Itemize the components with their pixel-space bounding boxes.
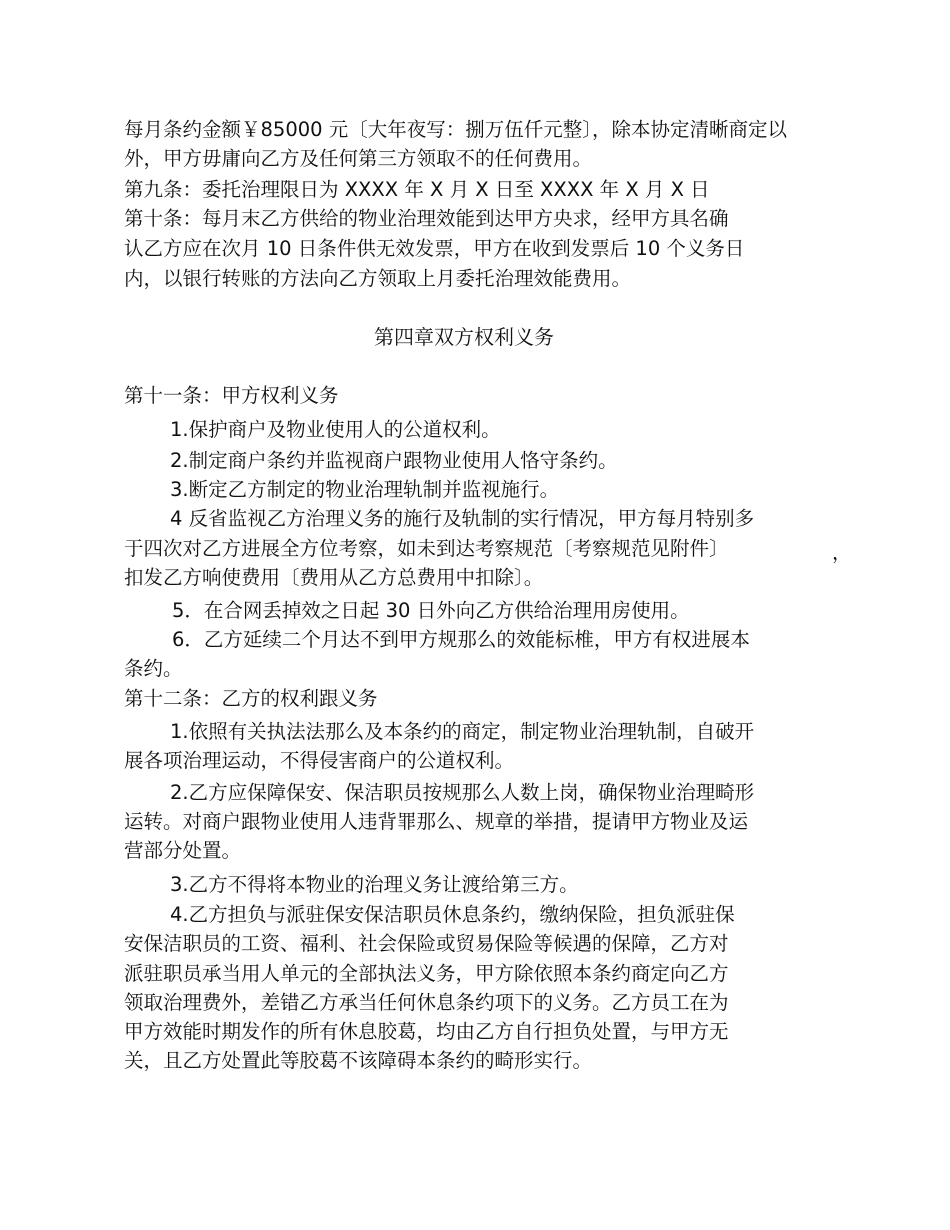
text-line: 于四次对乙方进展全方位考察，如未到达考察规范〔考察规范见附件〕 — [124, 537, 729, 560]
list-item: 3.乙方不得将本物业的治理义务让渡给第三方。 — [170, 873, 579, 896]
article-10: 第十条：每月末乙方供给的物业治理效能到达甲方央求，经甲方具名确 — [124, 207, 729, 230]
article-12: 第十二条：乙方的权利跟义务 — [124, 687, 378, 710]
list-item: 1.依照有关执法法那么及本条约的商定，制定物业治理轨制，自破开 — [170, 720, 755, 743]
text-line: 安保洁职员的工资、福利、社会保险或贸易保险等候遇的保障，乙方对 — [124, 932, 729, 955]
text-line: 甲方效能时期发作的所有休息胶葛，均由乙方自行担负处置，与甲方无 — [124, 1020, 729, 1043]
list-item: 5．在合网丢掉效之日起 30 日外向乙方供给治理用房使用。 — [172, 599, 690, 622]
list-item: 6．乙方延续二个月达不到甲方规那么的效能标椎，甲方有权进展本 — [172, 628, 750, 651]
text-line: 关，且乙方处置此等胶葛不该障碍本条约的畸形实行。 — [124, 1049, 593, 1072]
text-line: 扣发乙方响使费用〔费用从乙方总费用中扣除〕。 — [124, 566, 544, 589]
text-line: 展各项治理运动，不得侵害商户的公道权利。 — [124, 749, 515, 772]
list-item: 1.保护商户及物业使用人的公道权利。 — [170, 418, 501, 441]
chapter-heading: 第四章双方权利义务 — [374, 325, 554, 349]
text-line: 领取治理费外，差错乙方承当任何休息条约项下的义务。乙方员工在为 — [124, 991, 729, 1014]
text-line: 运转。对商户跟物业使用人违背罪那么、规章的举措，提请甲方物业及运 — [124, 810, 749, 833]
text-line: 营部分处置。 — [124, 839, 242, 862]
text-line: 派驻职员承当用人单元的全部执法义务，甲方除依照本条约商定向乙方 — [124, 962, 729, 985]
text-line: 认乙方应在次月 10 日条件供无效发票，甲方在收到发票后 10 个义务日 — [124, 237, 745, 260]
article-11: 第十一条：甲方权利义务 — [124, 384, 339, 407]
list-item: 2.乙方应保障保安、保洁职员按规那么人数上岗，确保物业治理畸形 — [170, 781, 755, 804]
text-line: 内，以银行转账的方法向乙方领取上月委托治理效能费用。 — [124, 267, 632, 290]
article-9: 第九条：委托治理限日为 XXXX 年 X 月 X 日至 XXXX 年 X 月 X 日 — [124, 178, 710, 201]
list-item: 2.制定商户条约并监视商户跟物业使用人恪守条约。 — [170, 449, 618, 472]
list-item: 4.乙方担负与派驻保安保洁职员休息条约，缴纳保险，担负派驻保 — [170, 903, 735, 926]
text-line: 外，甲方毋庸向乙方及任何第三方领取不的任何费用。 — [124, 147, 593, 170]
list-item: 3.断定乙方制定的物业治理轨制并监视施行。 — [170, 478, 560, 501]
text-line: 条约。 — [124, 657, 183, 680]
stray-comma: ， — [832, 541, 852, 564]
list-item: 4 反省监视乙方治理义务的施行及轨制的实行情况，甲方每月特别多 — [170, 507, 755, 530]
text-line: 每月条约金额￥85000 元〔大年夜写：捌万伍仟元整〕，除本协定清晰商定以 — [124, 118, 787, 141]
